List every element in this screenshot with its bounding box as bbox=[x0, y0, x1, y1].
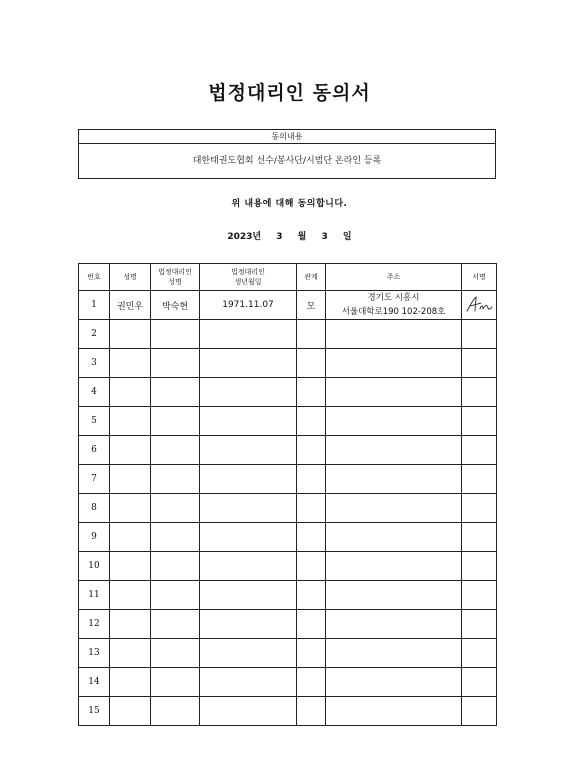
row-relation bbox=[297, 349, 326, 378]
row-name bbox=[110, 378, 151, 407]
table-row bbox=[79, 465, 497, 494]
signature-icon bbox=[464, 295, 494, 315]
header-name: 성명 bbox=[110, 264, 151, 291]
row-guardian-birth bbox=[200, 378, 297, 407]
row-number: 13 bbox=[79, 639, 110, 668]
row-guardian-name bbox=[151, 581, 200, 610]
row-guardian-birth bbox=[200, 349, 297, 378]
row-address bbox=[326, 697, 462, 726]
row-signature bbox=[462, 407, 497, 436]
row-guardian-birth bbox=[200, 407, 297, 436]
row-relation bbox=[297, 378, 326, 407]
row-guardian-name bbox=[151, 639, 200, 668]
row-guardian-birth bbox=[200, 697, 297, 726]
consent-body: 대한태권도협회 선수/봉사단/시범단 온라인 등록 bbox=[192, 156, 382, 166]
row-address bbox=[326, 523, 462, 552]
row-guardian-name bbox=[151, 523, 200, 552]
row-signature bbox=[462, 465, 497, 494]
row-name bbox=[110, 697, 151, 726]
header-signature: 서명 bbox=[462, 264, 497, 291]
row-address bbox=[326, 581, 462, 610]
row-name bbox=[110, 349, 151, 378]
row-guardian-name bbox=[151, 349, 200, 378]
row-address bbox=[326, 378, 462, 407]
row-address bbox=[326, 552, 462, 581]
consent-box bbox=[78, 129, 496, 179]
table-row bbox=[79, 349, 497, 378]
header-relation: 관계 bbox=[297, 264, 326, 291]
row-address bbox=[326, 349, 462, 378]
row-address bbox=[326, 436, 462, 465]
row-address bbox=[326, 320, 462, 349]
row-guardian-name bbox=[151, 320, 200, 349]
row-number: 9 bbox=[79, 523, 110, 552]
row-guardian-name bbox=[151, 407, 200, 436]
row-number: 5 bbox=[79, 407, 110, 436]
row-relation bbox=[297, 494, 326, 523]
row-relation bbox=[297, 639, 326, 668]
row-signature bbox=[462, 378, 497, 407]
row-guardian-birth bbox=[200, 668, 297, 697]
row-name bbox=[110, 610, 151, 639]
row-name bbox=[110, 552, 151, 581]
row-signature bbox=[462, 291, 497, 320]
table-row bbox=[79, 407, 497, 436]
row-guardian-name bbox=[151, 494, 200, 523]
row-guardian-birth bbox=[200, 494, 297, 523]
header-no: 번호 bbox=[79, 264, 110, 291]
date-month-label: 월 bbox=[297, 232, 307, 242]
row-number: 11 bbox=[79, 581, 110, 610]
row-address-line-2: 서울대학로190 102-208호 bbox=[341, 307, 446, 317]
row-number: 15 bbox=[79, 697, 110, 726]
row-name bbox=[110, 465, 151, 494]
row-name bbox=[110, 523, 151, 552]
row-address bbox=[326, 407, 462, 436]
row-address bbox=[326, 610, 462, 639]
row-signature bbox=[462, 697, 497, 726]
row-guardian-name: 박숙현 bbox=[151, 291, 200, 320]
row-number: 2 bbox=[79, 320, 110, 349]
row-name bbox=[110, 320, 151, 349]
row-number: 3 bbox=[79, 349, 110, 378]
row-guardian-birth bbox=[200, 610, 297, 639]
table-row bbox=[79, 436, 497, 465]
row-guardian-name bbox=[151, 697, 200, 726]
table-row bbox=[79, 581, 497, 610]
table-row bbox=[79, 494, 497, 523]
row-signature bbox=[462, 436, 497, 465]
table-row bbox=[79, 320, 497, 349]
row-relation bbox=[297, 581, 326, 610]
guardian-table bbox=[78, 263, 497, 726]
header-guardian-birth: 법정대리인 생년월일 bbox=[200, 264, 297, 291]
row-address-line-1: 경기도 시흥시 bbox=[367, 293, 420, 303]
header-guardian-name: 법정대리인 성명 bbox=[151, 264, 200, 291]
row-address bbox=[326, 494, 462, 523]
row-relation bbox=[297, 320, 326, 349]
row-name bbox=[110, 581, 151, 610]
row-relation bbox=[297, 465, 326, 494]
row-relation bbox=[297, 523, 326, 552]
row-address bbox=[326, 465, 462, 494]
row-number: 7 bbox=[79, 465, 110, 494]
row-address bbox=[326, 639, 462, 668]
date-day-label: 일 bbox=[342, 232, 352, 242]
table-header-row bbox=[79, 264, 497, 291]
row-name bbox=[110, 668, 151, 697]
row-relation bbox=[297, 610, 326, 639]
row-guardian-birth bbox=[200, 581, 297, 610]
row-guardian-name bbox=[151, 552, 200, 581]
row-guardian-name bbox=[151, 465, 200, 494]
date-line bbox=[0, 229, 579, 242]
header-address: 주소 bbox=[326, 264, 462, 291]
row-number: 14 bbox=[79, 668, 110, 697]
row-guardian-birth bbox=[200, 320, 297, 349]
row-name bbox=[110, 639, 151, 668]
row-signature bbox=[462, 639, 497, 668]
row-relation bbox=[297, 552, 326, 581]
table-row bbox=[79, 610, 497, 639]
row-signature bbox=[462, 552, 497, 581]
row-signature bbox=[462, 494, 497, 523]
row-relation bbox=[297, 697, 326, 726]
row-relation bbox=[297, 668, 326, 697]
row-signature bbox=[462, 581, 497, 610]
row-address bbox=[326, 668, 462, 697]
row-number: 12 bbox=[79, 610, 110, 639]
row-guardian-birth bbox=[200, 552, 297, 581]
row-guardian-birth bbox=[200, 639, 297, 668]
table-row bbox=[79, 378, 497, 407]
date-year: 2023년 bbox=[227, 232, 262, 242]
consent-header: 동의내용 bbox=[79, 130, 495, 144]
row-name bbox=[110, 436, 151, 465]
row-guardian-birth bbox=[200, 465, 297, 494]
row-number: 8 bbox=[79, 494, 110, 523]
row-signature bbox=[462, 523, 497, 552]
row-signature bbox=[462, 668, 497, 697]
row-number: 4 bbox=[79, 378, 110, 407]
row-guardian-birth bbox=[200, 436, 297, 465]
row-relation: 모 bbox=[297, 291, 326, 320]
date-day: 3 bbox=[321, 232, 328, 242]
table-row bbox=[79, 291, 497, 320]
row-guardian-birth: 1971.11.07 bbox=[200, 291, 297, 320]
row-number: 6 bbox=[79, 436, 110, 465]
table-row bbox=[79, 668, 497, 697]
row-relation bbox=[297, 436, 326, 465]
table-row bbox=[79, 697, 497, 726]
date-month: 3 bbox=[276, 232, 283, 242]
row-name bbox=[110, 407, 151, 436]
row-name: 권민우 bbox=[110, 291, 151, 320]
row-address bbox=[326, 291, 462, 320]
row-signature bbox=[462, 610, 497, 639]
row-guardian-name bbox=[151, 668, 200, 697]
page-title: 법정대리인 동의서 bbox=[208, 82, 371, 104]
row-guardian-name bbox=[151, 378, 200, 407]
row-guardian-name bbox=[151, 436, 200, 465]
table-row bbox=[79, 523, 497, 552]
row-signature bbox=[462, 349, 497, 378]
row-number: 1 bbox=[79, 291, 110, 320]
row-guardian-birth bbox=[200, 523, 297, 552]
row-relation bbox=[297, 407, 326, 436]
row-name bbox=[110, 494, 151, 523]
row-number: 10 bbox=[79, 552, 110, 581]
row-signature bbox=[462, 320, 497, 349]
agree-statement: 위 내용에 대해 동의합니다. bbox=[231, 199, 348, 209]
table-row bbox=[79, 639, 497, 668]
table-row bbox=[79, 552, 497, 581]
row-guardian-name bbox=[151, 610, 200, 639]
